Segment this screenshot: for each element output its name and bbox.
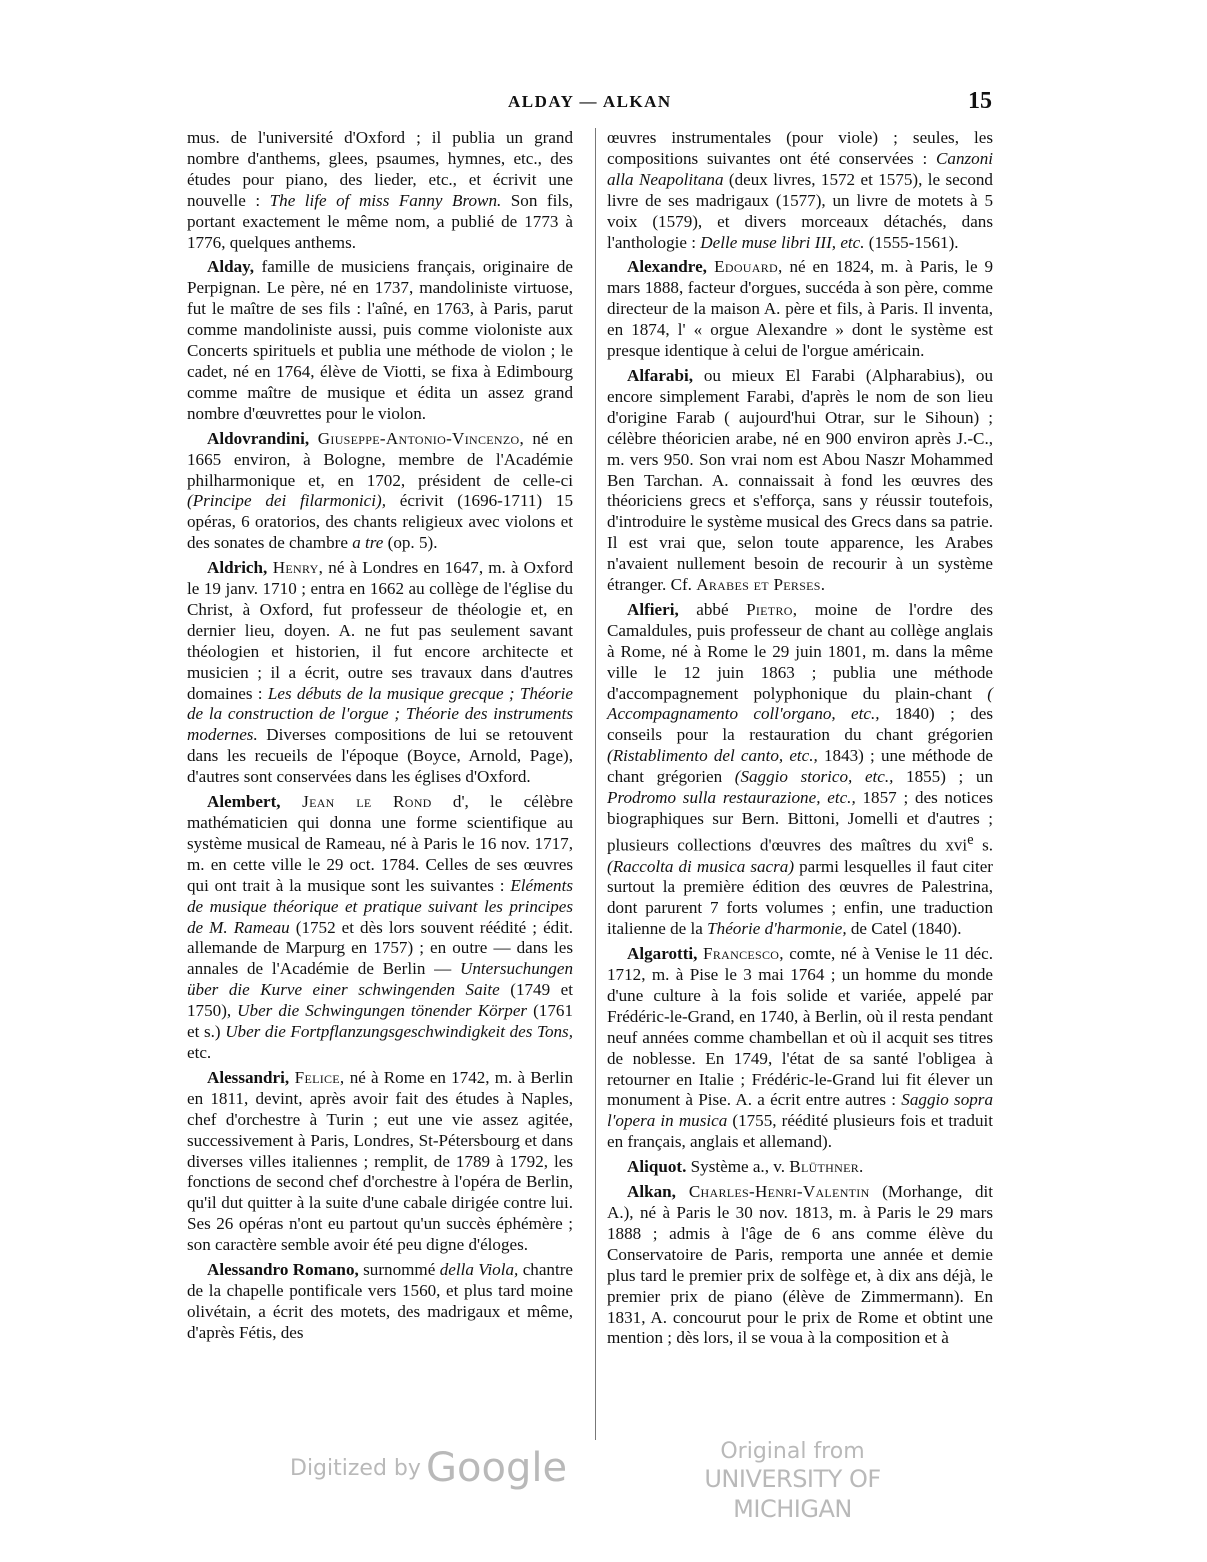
entry-text: (1761 et s.) [187, 1001, 573, 1042]
headword: Aliquot. [627, 1157, 687, 1177]
entry-text: ou mieux El Farabi (Alpharabius), ou encore simplement Farabi, d'après le nom de son lieu d'origine Farab ( aujourd'hui Otrar, sur le Sihoun) ; célèbre théoricien arabe, né en 900 environ après J.-C., m. vers 950. Son vrai nom est Abou Naszr Mohammed Ben Tarchan. A. connaissait à fond les œuvres des théoriciens grecs et s'efforça, sans y réussir toutefois, d'introduire le système musical des Grecs dans sa patrie. Il est vrai que, selon toute apparence, les Arabes n'avaient nullement besoin de recourir à un système étranger. Cf. [607, 365, 993, 595]
headword: Alkan, [627, 1182, 676, 1202]
entry-algarotti [607, 944, 993, 1153]
entry-text: de Catel (1840). [846, 919, 962, 939]
entry-text: né en 1665 environ, à Bologne, membre de l'Académie philharmonique et, en 1702, président de celle-ci [187, 428, 573, 490]
work-title: della Viola, [439, 1260, 519, 1280]
given-names: Francesco, [697, 944, 784, 964]
entry-text: 1843) ; une méthode de chant grégorien [607, 746, 993, 787]
headword: Alessandri, [207, 1067, 290, 1087]
headword: Aldrich, [207, 558, 268, 578]
entry-alkan [607, 1182, 993, 1349]
entry-text: famille de musiciens français, originaire de Perpignan. Le père, né en 1737, mandoliniste virtuose, fut le maître de ses fils : l'aîné, en 1763, à Paris, parut comme mandoliniste aussi, puis comme violoniste aux Concerts spirituels et publia une méthode de violon ; le cadet, né en 1764, élève de Viotti, se fixa à Edimbourg comme maître de musique et édita un assez grand nombre d'œuvrettes pour le violon. [187, 257, 573, 423]
entry-text: (op. 5). [383, 533, 438, 553]
entry-text: (Morhange, dit A.), né à Paris le 30 nov. 1813, m. à Paris le 29 mars 1888 ; admis à l'âge de 6 ans comme élève du Conservatoire de Paris, remporta une année et demie plus tard le premier prix de solfège et, à dix ans déjà, le premier prix de piano (élève de Zimmermann). En 1831, A. concourut pour le prix de Rome et obtint une mention ; dès lors, il se voua à la composition et à [607, 1182, 993, 1348]
work-title: ( Accompagnamento coll'organo, etc., [607, 683, 993, 724]
work-title: (Principe dei filarmonici), [187, 491, 386, 511]
work-title: Canzoni alla Neapolitana [607, 148, 993, 189]
entry-text: d', le célèbre mathématicien qui donna une forme scientifique au système musical de Rameau, né à Paris le 16 nov. 1717, m. en cette ville le 29 oct. 1784. Celles de ses œuvres qui ont trait à la musique sont les suivantes : [187, 792, 573, 895]
headword: Alfarabi, [627, 365, 693, 385]
given-names: Giuseppe-Antonio-Vincenzo, [309, 428, 525, 448]
column-divider [595, 128, 596, 1440]
work-title: Delle muse libri III, etc. [700, 232, 865, 252]
entry-alessandri [187, 1068, 573, 1256]
entry-text: Diverses compositions de lui se retouvent dans les recueils de l'époque (Boyce, Arnold, Page), d'autres sont conservées dans les églises d'Oxford. [187, 725, 573, 787]
entry-text: écrivit (1696-1711) 15 opéras, 6 oratorios, des chants religieux avec violons et des sonates de chambre [187, 491, 573, 553]
headword: Algarotti, [627, 944, 698, 964]
entry-text: (1752 et dès lors souvent réédité ; édit. allemande de Marpurg en 1757) ; en outre — dans les annales de l'Académie de Berlin — [187, 917, 573, 979]
given-names: Edouard, [706, 257, 783, 277]
entry-continuation [607, 128, 993, 253]
running-title: ALDAY — ALKAN [508, 92, 672, 111]
entry-text: (deux livres, 1572 et 1575), le second livre de ses madrigaux (1577), un livre de motets à 5 voix (1579), et divers morceaux détachés, dans l'anthologie : [607, 169, 993, 252]
entry-alfarabi [607, 366, 993, 596]
university-label: UNIVERSITY OF MICHIGAN [704, 1465, 881, 1523]
work-title: Saggio sopra l'opera in musica [607, 1090, 993, 1131]
entry-text: etc. [187, 1042, 212, 1062]
entry-continuation [187, 128, 573, 253]
work-title: (Raccolta di musica sacra) [607, 856, 795, 876]
work-title: Uber die Schwingungen tönender Körper [237, 1001, 528, 1021]
original-from-watermark [665, 1440, 920, 1524]
given-names: Jean le Rond [280, 792, 432, 812]
entry-aldovrandini [187, 429, 573, 554]
work-title: (Saggio storico, etc., [734, 767, 894, 787]
given-names: Charles-Henri-Valentin [675, 1182, 870, 1202]
given-names: Pietro, [746, 599, 798, 619]
century-superscript: e [967, 831, 974, 848]
headword: Alfieri, [627, 599, 679, 619]
work-title: Untersuchungen über die Kurve einer schwingenden Saite [187, 959, 573, 1000]
given-names: Henry, [267, 558, 324, 578]
cross-reference: Arabes et Perses. [696, 575, 826, 595]
original-from-label: Original from [720, 1439, 865, 1464]
entry-alembert [187, 792, 573, 1064]
entry-text: chantre de la chapelle pontificale vers 1560, et plus tard moine olivétain, a écrit des motets, des madrigaux et même, d'après Fétis, des [187, 1260, 573, 1342]
headword: Alembert, [207, 792, 281, 812]
entry-text: né à Rome en 1742, m. à Berlin en 1811, devint, après avoir fait des études à Naples, chef d'orchestre à Turin ; eut une vie assez agitée, successivement à Paris, Londres, St-Pétersbourg et dans diverses villes italiennes ; remplit, de 1789 à 1792, les fonctions de second chef d'orchestre à l'opéra de Berlin, qu'il dut quitter à la suite d'une cabale dirigée contre lui. Ses 26 opéras n'ont eu partout qu'un succès éphémère ; son caractère semble avoir été peu digne d'éloges. [187, 1067, 573, 1255]
headword: Alexandre, [627, 257, 707, 277]
entry-text: (1555-1561). [864, 232, 959, 252]
entry-text: 1857 ; des notices biographiques sur Bern. Bittoni, Jomelli et d'autres ; plusieurs collections d'œuvres des maîtres du xvi [607, 788, 993, 855]
entry-alday [187, 257, 573, 424]
cross-reference: Blüthner. [789, 1157, 864, 1177]
entry-aldrich [187, 558, 573, 788]
entry-text: né en 1824, m. à Paris, le 9 mars 1888, facteur d'orgues, succéda à son père, comme directeur de la maison A. père et fils, à Paris. Il inventa, en 1874, l' « orgue Alexandre » dont le système est presque identique à celui de l'orgue américain. [607, 257, 993, 361]
work-title: Prodromo sulla restaurazione, etc., [607, 788, 856, 808]
work-title: Les débuts de la musique grecque ; Théorie de la construction de l'orgue ; Théorie des instruments modernes. [187, 683, 573, 745]
entry-text: surnommé [358, 1260, 440, 1280]
work-title: Uber die Fortpflanzungsgeschwindigkeit des Tons, [225, 1022, 573, 1042]
work-title: a tre [352, 533, 384, 553]
given-names: Felice, [289, 1067, 345, 1087]
work-title: Théorie d'harmonie, [707, 919, 847, 939]
left-column [187, 128, 573, 1344]
entry-text: s. [973, 835, 994, 855]
work-title: The life of miss Fanny Brown. [269, 190, 502, 210]
entry-alexandre [607, 257, 993, 362]
running-header [0, 88, 1207, 120]
entry-text: né à Londres en 1647, m. à Oxford le 19 janv. 1710 ; entra en 1662 au collège de l'église du Christ, à Oxford, fut professeur de théologie et, en dernier lieu, doyen. A. ne fut pas seulement savant théologien et historien, il fut encore architecte et musicien ; il a écrit, outre ses travaux dans d'autres domaines : [187, 558, 574, 703]
entry-text: œuvres instrumentales (pour viole) ; seules, les compositions suivantes ont été conservées : [607, 128, 993, 168]
work-title: (Ristablimento del canto, etc., [607, 746, 818, 766]
entry-text: 1855) ; un [893, 767, 994, 787]
entry-aliquot [607, 1157, 993, 1178]
page-number: 15 [968, 88, 992, 114]
headword: Alessandro Romano, [207, 1260, 359, 1280]
entry-text: mus. de l'université d'Oxford ; il publia un grand nombre d'anthems, glees, psaumes, hymnes, etc., des études pour piano, des lieder, etc., et écrivit une nouvelle : [187, 128, 573, 210]
entry-text: Système a., v. [686, 1157, 790, 1177]
entry-text: parmi lesquelles il faut citer surtout la première édition des œuvres de Palestrina, dont parurent 7 forts volumes ; enfin, une traduction italienne de la [607, 856, 993, 939]
headword: Aldovrandini, [207, 428, 310, 448]
entry-text: (1755, réédité plusieurs fois et traduit en français, anglais et allemand). [607, 1111, 993, 1152]
entry-alfieri [607, 600, 993, 940]
google-wordmark: Google [426, 1445, 568, 1491]
entry-text: moine de l'ordre des Camaldules, puis professeur de chant au collège anglais à Rome, né à Rome le 29 juin 1801, m. dans la même ville le 12 juin 1863 ; publia une méthode d'accompagnement polyphonique du plain-chant [607, 599, 993, 703]
work-title: Eléments de musique théorique et pratique suivant les principes de M. Rameau [187, 875, 573, 937]
entry-text: comte, né à Venise le 11 déc. 1712, m. à Pise le 3 mai 1764 ; un homme du monde d'une culture à la fois solide et variée, appelé par Frédéric-le-Grand, en 1740, à Berlin, où il resta pendant neuf années comme chambellan et où il acquit ses titres de noblesse. En 1749, l'état de sa santé l'obligea à retourner en Italie ; Frédéric-le-Grand lui fit élever un monument à Pise. A. a écrit entre autres : [607, 944, 993, 1110]
digitized-by-google-watermark [290, 1445, 567, 1491]
entry-text: Son fils, portant exactement le même nom, a publié de 1773 à 1776, quelques anthems. [187, 190, 574, 252]
entry-text: abbé [678, 599, 747, 619]
right-column [607, 128, 993, 1349]
entry-text: (1749 et 1750), [187, 980, 573, 1021]
digitized-label: Digitized by [290, 1456, 421, 1481]
entry-text: 1840) ; des conseils pour la restauration du chant grégorien [607, 704, 993, 745]
entry-alessandro-romano [187, 1260, 573, 1344]
headword: Alday, [207, 257, 255, 277]
